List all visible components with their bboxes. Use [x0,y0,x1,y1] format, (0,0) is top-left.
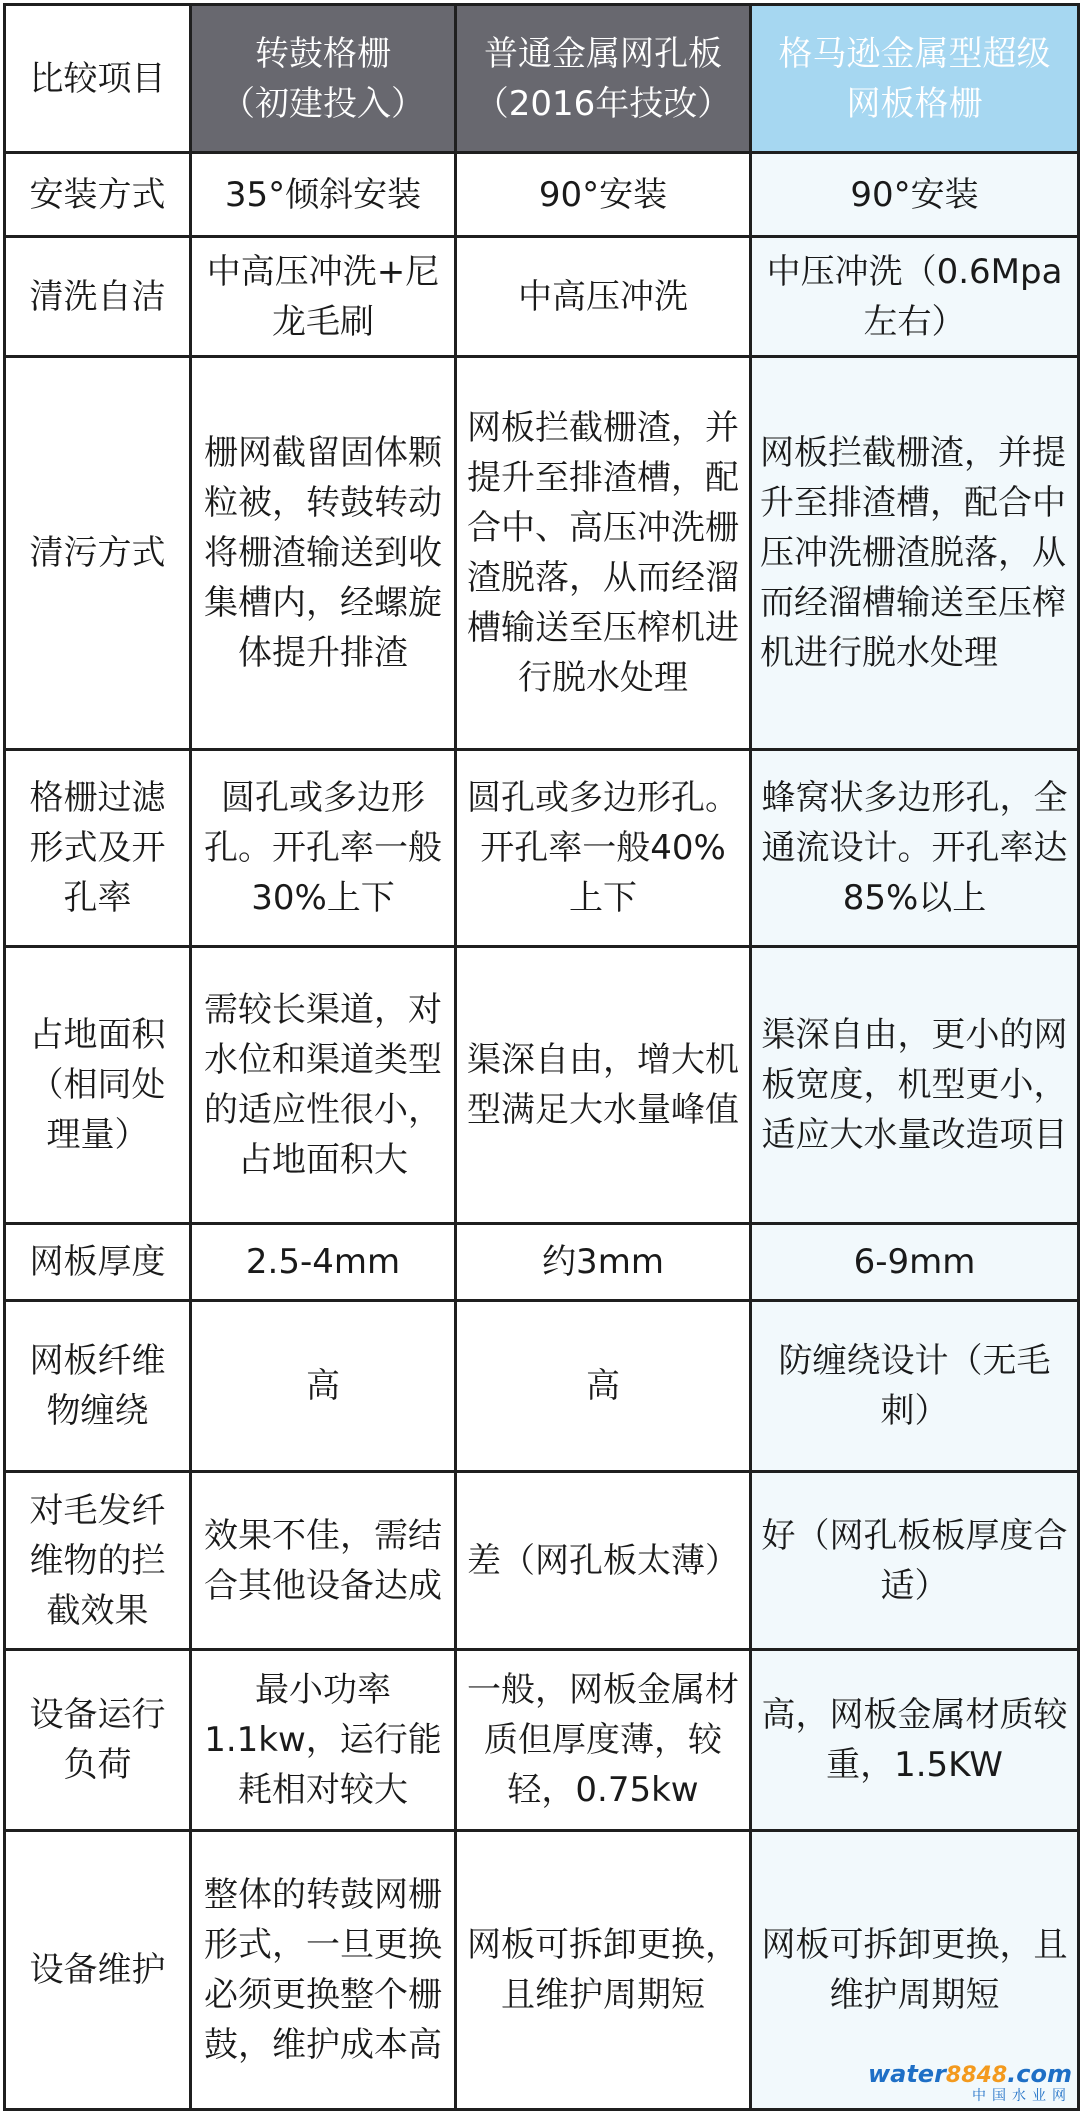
header-super-mesh-screen [751,5,1079,153]
cell-perforated-plate: 差（网孔板太薄） [456,1472,751,1650]
table-row [5,1650,1079,1831]
row-label: 网板厚度 [5,1224,191,1301]
header-rotary-drum-sub: （初建投入） [221,83,425,124]
cell-perforated-plate: 高 [456,1301,751,1472]
row-label: 对毛发纤维物的拦截效果 [5,1472,191,1650]
header-rotary-drum-title: 转鼓格栅 [255,33,391,74]
watermark-cn: 中国水业网 [972,2088,1072,2104]
table-row [5,947,1079,1224]
cell-rotary-drum: 效果不佳，需结合其他设备达成 [191,1472,456,1650]
comparison-table [3,3,1080,2111]
cell-super-mesh: 渠深自由，更小的网板宽度，机型更小，适应大水量改造项目 [751,947,1079,1224]
row-label: 清污方式 [5,357,191,750]
cell-rotary-drum: 高 [191,1301,456,1472]
cell-perforated-plate: 渠深自由，增大机型满足大水量峰值 [456,947,751,1224]
row-label: 格栅过滤形式及开孔率 [5,750,191,947]
table-row [5,357,1079,750]
table-row [5,1472,1079,1650]
watermark-brand-c: .com [1007,2060,1072,2088]
table-row [5,1224,1079,1301]
header-super-mesh-title-2: 网板格栅 [846,83,983,124]
header-row [5,5,1079,153]
cell-perforated-plate: 圆孔或多边形孔。开孔率一般40%上下 [456,750,751,947]
cell-super-mesh: 防缠绕设计（无毛刺） [751,1301,1079,1472]
cell-rotary-drum: 圆孔或多边形孔。开孔率一般30%上下 [191,750,456,947]
row-label: 设备运行负荷 [5,1650,191,1831]
row-label: 网板纤维物缠绕 [5,1301,191,1472]
cell-super-mesh: 6-9mm [751,1224,1079,1301]
cell-super-mesh: 蜂窝状多边形孔，全通流设计。开孔率达85%以上 [751,750,1079,947]
cell-rotary-drum: 最小功率1.1kw，运行能耗相对较大 [191,1650,456,1831]
cell-super-mesh: 90°安装 [751,153,1079,237]
row-label: 安装方式 [5,153,191,237]
cell-perforated-plate: 约3mm [456,1224,751,1301]
row-label: 设备维护 [5,1831,191,2110]
cell-perforated-plate: 网板可拆卸更换，且维护周期短 [456,1831,751,2110]
cell-perforated-plate: 中高压冲洗 [456,237,751,357]
header-comparison-item: 比较项目 [5,5,191,153]
cell-super-mesh: 网板可拆卸更换，且维护周期短 [751,1831,1079,2110]
cell-rotary-drum: 需较长渠道，对水位和渠道类型的适应性很小，占地面积大 [191,947,456,1224]
watermark-brand-a: water [867,2060,946,2088]
cell-perforated-plate: 网板拦截栅渣，并提升至排渣槽，配合中、高压冲洗栅渣脱落，从而经溜槽输送至压榨机进行脱水处理 [456,357,751,750]
header-perforated-plate-title: 普通金属网孔板 [484,33,722,74]
table-row [5,153,1079,237]
row-label: 占地面积（相同处理量） [5,947,191,1224]
cell-super-mesh: 中压冲洗（0.6Mpa左右） [751,237,1079,357]
watermark-logo [868,2062,1072,2103]
header-super-mesh-title-1: 格马逊金属型超级 [778,33,1051,74]
table-row [5,237,1079,357]
cell-rotary-drum: 2.5-4mm [191,1224,456,1301]
table-row [5,1301,1079,1472]
watermark-brand-b: 8848 [945,2063,1008,2088]
cell-rotary-drum: 中高压冲洗+尼龙毛刷 [191,237,456,357]
table-row [5,750,1079,947]
cell-rotary-drum: 栅网截留固体颗粒被，转鼓转动将栅渣输送到收集槽内，经螺旋体提升排渣 [191,357,456,750]
header-perforated-plate-sub: （2016年技改） [474,83,732,124]
cell-perforated-plate: 一般，网板金属材质但厚度薄，较轻，0.75kw [456,1650,751,1831]
cell-rotary-drum: 35°倾斜安装 [191,153,456,237]
row-label: 清洗自洁 [5,237,191,357]
header-rotary-drum-screen [191,5,456,153]
cell-super-mesh: 高，网板金属材质较重，1.5KW [751,1650,1079,1831]
cell-super-mesh: 好（网孔板板厚度合适） [751,1472,1079,1650]
cell-rotary-drum: 整体的转鼓网栅形式，一旦更换必须更换整个栅鼓，维护成本高 [191,1831,456,2110]
header-perforated-plate [456,5,751,153]
cell-perforated-plate: 90°安装 [456,153,751,237]
cell-super-mesh: 网板拦截栅渣，并提升至排渣槽，配合中压冲洗栅渣脱落，从而经溜槽输送至压榨机进行脱水处理 [751,357,1079,750]
